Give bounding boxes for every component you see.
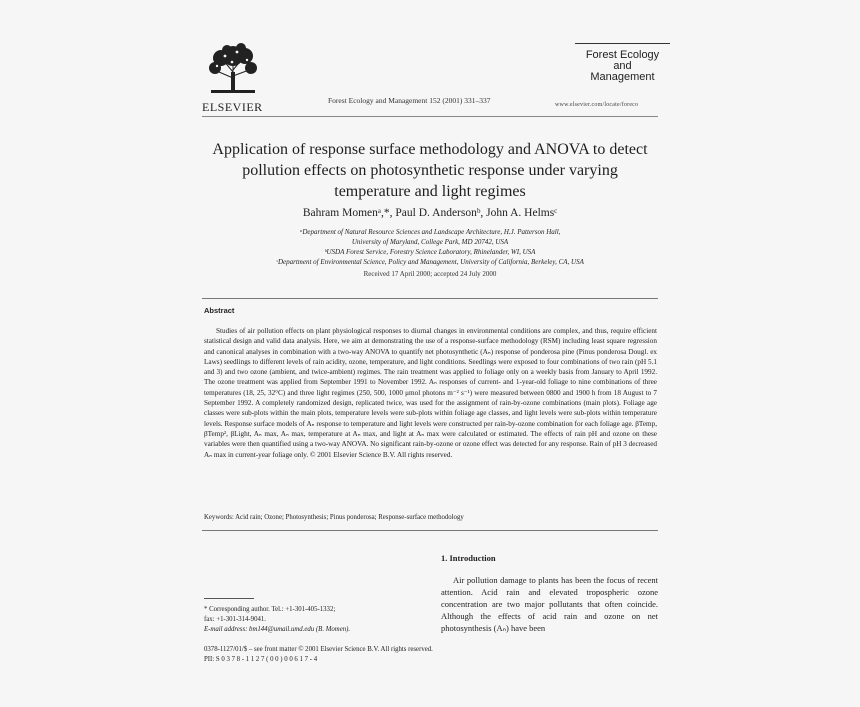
abstract-heading: Abstract <box>204 306 235 315</box>
publisher-name: ELSEVIER <box>202 100 263 114</box>
affiliation-line: ᵃDepartment of Natural Resource Sciences and Landscape Architecture, H.J. Patterson Hall, <box>299 228 561 236</box>
author-list: Bahram Momenᵃ,*, Paul D. Andersonᵇ, John A. Helmsᶜ <box>302 207 558 219</box>
brand-line: and <box>613 60 632 72</box>
affiliation-line: University of Maryland, College Park, MD 20742, USA <box>351 238 509 246</box>
abstract-bottom-divider <box>202 530 658 531</box>
abstract-text: Studies of air pollution effects on plant physiological responses to diurnal changes in environmental conditions are complex, and thus, require efficient statistical design and valid data analysis. Here, we aim at demonstrating the use of a response-surface methodology (RSM) including least square regression and canonical analyses in combination with a two-way ANOVA to quantify net photosynthetic (Aₙ) response of ponderosa pine (Pinus ponderosa Dougl. ex Laws) seedlings to different levels of rain acidity, ozone, temperature, and light conditions. Seedlings were exposed to four combinations of two rain (pH 5.1 and 3) and two ozone (ambient, and twice-ambient) regimes. The rain treatment was applied to foliage only on a weekly basis from January to April 1992. The ozone treatment was applied from September 1991 to November 1992. Aₙ responses of current- and 1-year-old foliage to nine combinations of three temperatures (18, 25, 32°C) and three light regimes (250, 500, 1000 μmol photons m⁻² s⁻¹) were measured between 0800 and 1900 h from 18 August to 7 September 1992. A completely randomized design, replicated twice, was used for the assignment of rain-by-ozone combinations (main plots). Foliage age classes were sub-plots within the main plots, temperature levels were sub-plots within foliage age classes, and light levels were sub-plots within temperature levels. Response surface models of Aₙ response to temperature and light levels were constructed per rain-by-ozone combination for each foliage age. βTemp, βTemp², βLight, Aₙ max, Aₙ max, temperature at Aₙ max, and light at Aₙ max were calculated or estimated. The effects of rain pH and ozone on these variables were then quantified using a two-way ANOVA. No significant rain-by-ozone or ozone effect was detected for any response. Rain of pH 3 decreased Aₙ max in current-year foliage only. © 2001 Elsevier Science B.V. All rights reserved. <box>204 327 657 459</box>
elsevier-logo <box>202 42 264 115</box>
abstract-top-divider <box>202 298 658 299</box>
copyright-line: 0378-1127/01/$ – see front matter © 2001 Elsevier Science B.V. All rights reserved. <box>204 646 433 653</box>
affiliation-line: ᶜDepartment of Environmental Science, Policy and Management, University of California, Berkeley, CA, USA <box>276 258 584 266</box>
header-divider <box>202 116 658 117</box>
footnote <box>204 605 434 635</box>
received-dates: Received 17 April 2000; accepted 24 July 2000 <box>363 270 497 278</box>
journal-url[interactable]: www.elsevier.com/locate/foreco <box>555 102 639 108</box>
pii-line: PII: S 0 3 7 8 - 1 1 2 7 ( 0 0 ) 0 0 6 1 7 - 4 <box>204 656 318 663</box>
elsevier-tree-icon <box>205 42 261 94</box>
footnote-divider <box>204 598 254 599</box>
journal-citation: Forest Ecology and Management 152 (2001) 331–337 <box>328 96 491 105</box>
footnote-line: * Corresponding author. Tel.: +1-301-405-1332; <box>204 606 336 613</box>
section-heading: 1. Introduction <box>441 553 496 563</box>
journal-brand <box>575 43 670 83</box>
brand-line: Forest Ecology <box>585 49 660 61</box>
intro-paragraph: Air pollution damage to plants has been the focus of recent attention. Acid rain and elevated tropospheric ozone concentration are two major pollutants that often coincide. Although the effects of acid rain and ozone on net photosynthesis (Aₙ) have been <box>441 575 658 633</box>
affiliations <box>202 227 658 267</box>
affiliation-line: ᵇUSDA Forest Service, Forestry Science Laboratory, Rhinelander, WI, USA <box>324 248 536 256</box>
keywords: Keywords: Acid rain; Ozone; Photosynthesis; Pinus ponderosa; Response-surface methodology <box>204 514 464 521</box>
footnote-line[interactable]: E-mail address: bm144@umail.umd.edu (B. Momen). <box>204 626 351 633</box>
copyright-block <box>204 645 657 665</box>
footnote-line: fax: +1-301-314-9041. <box>204 616 266 623</box>
brand-line: Management <box>590 71 655 83</box>
article-title: Application of response surface methodology and ANOVA to detect pollution effects on photosynthetic response under varying temperature and light regimes <box>212 141 648 200</box>
